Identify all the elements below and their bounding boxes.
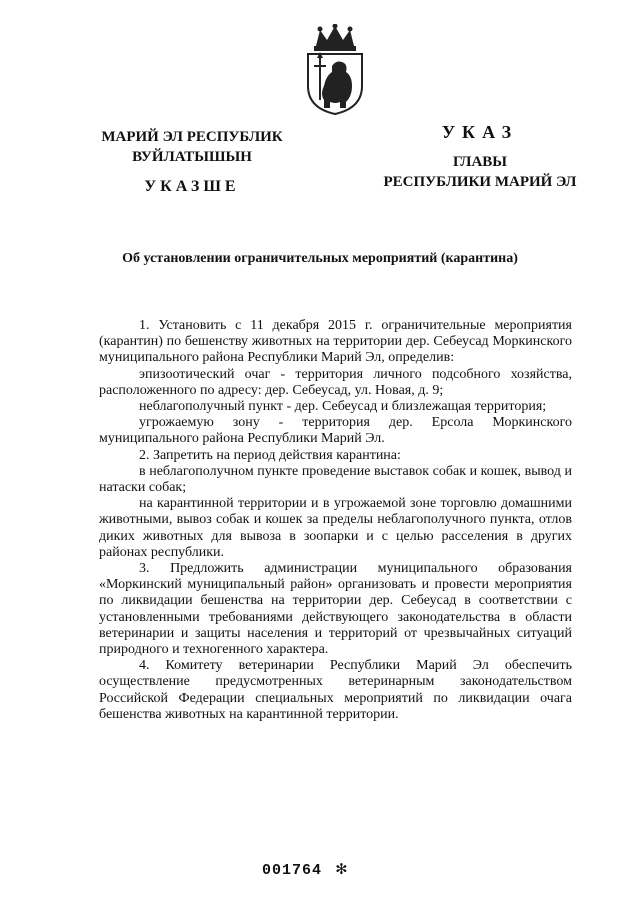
serial-number: 001764 <box>262 862 323 879</box>
header-left <box>92 127 292 197</box>
header-left-line2: ВУЙЛАТЫШЫН <box>132 149 252 165</box>
header-right-line2: ГЛАВЫ <box>452 154 508 170</box>
asterisk-mark-icon: ✻ <box>336 860 348 880</box>
paragraph-2-item-b: на карантинной территории и в угрожаемой зоне торговлю домашними животными, вывоз собак и кошек за пределы неблагополучного пункта, отлов диких животных для вывоза в зоопарки и с целью расселения в других районах республики. <box>99 496 572 560</box>
document-number <box>262 858 402 880</box>
paragraph-2: 2. Запретить на период действия карантина: <box>139 447 401 463</box>
coat-of-arms-icon <box>302 24 368 116</box>
paragraph-1: 1. Установить с 11 декабря 2015 г. ограничительные мероприятия (карантин) по бешенству животных на территории дер. Себеусад Моркинского муниципального района Республики Марий Эл, определив: <box>99 318 572 366</box>
paragraph-1-item-c: угрожаемую зону - территория дер. Ерсола Моркинского муниципального района Республики Марий Эл. <box>99 415 572 447</box>
header-right-line3: РЕСПУБЛИКИ МАРИЙ ЭЛ <box>383 174 577 190</box>
paragraph-1-item-a: эпизоотический очаг - территория личного подсобного хозяйства, расположенного по адресу: дер. Себеусад, ул. Новая, д. 9; <box>99 366 572 398</box>
header-right <box>365 122 595 192</box>
document-title: Об установлении ограничительных мероприятий (карантина) <box>122 251 518 266</box>
header-right-line1: УКАЗ <box>441 122 519 142</box>
paragraph-4: 4. Комитету ветеринарии Республики Марий Эл обеспечить осуществление предусмотренных ветеринарным законодательством Российской Федерации специальных мероприятий по ликвидации очага бешенства животных на карантинной территории. <box>99 658 572 722</box>
document-body <box>99 318 572 723</box>
paragraph-1-item-b: неблагополучный пункт - дер. Себеусад и близлежащая территория; <box>139 399 547 415</box>
paragraph-3: 3. Предложить администрации муниципального образования «Моркинский муниципальный район» организовать и провести мероприятия по ликвидации бешенства на территории дер. Себеусад в соответствии с установленными требованиями действующего законодательства в области ветеринарии и защиты населения и территорий от чрезвычайных ситуаций природного и техногенного характера. <box>99 561 572 658</box>
header-left-line1: МАРИЙ ЭЛ РЕСПУБЛИК <box>101 129 283 145</box>
header-left-line3: УКАЗШЕ <box>144 178 240 195</box>
paragraph-2-item-a: в неблагополучном пункте проведение выставок собак и кошек, вывод и натаски собак; <box>99 463 572 496</box>
